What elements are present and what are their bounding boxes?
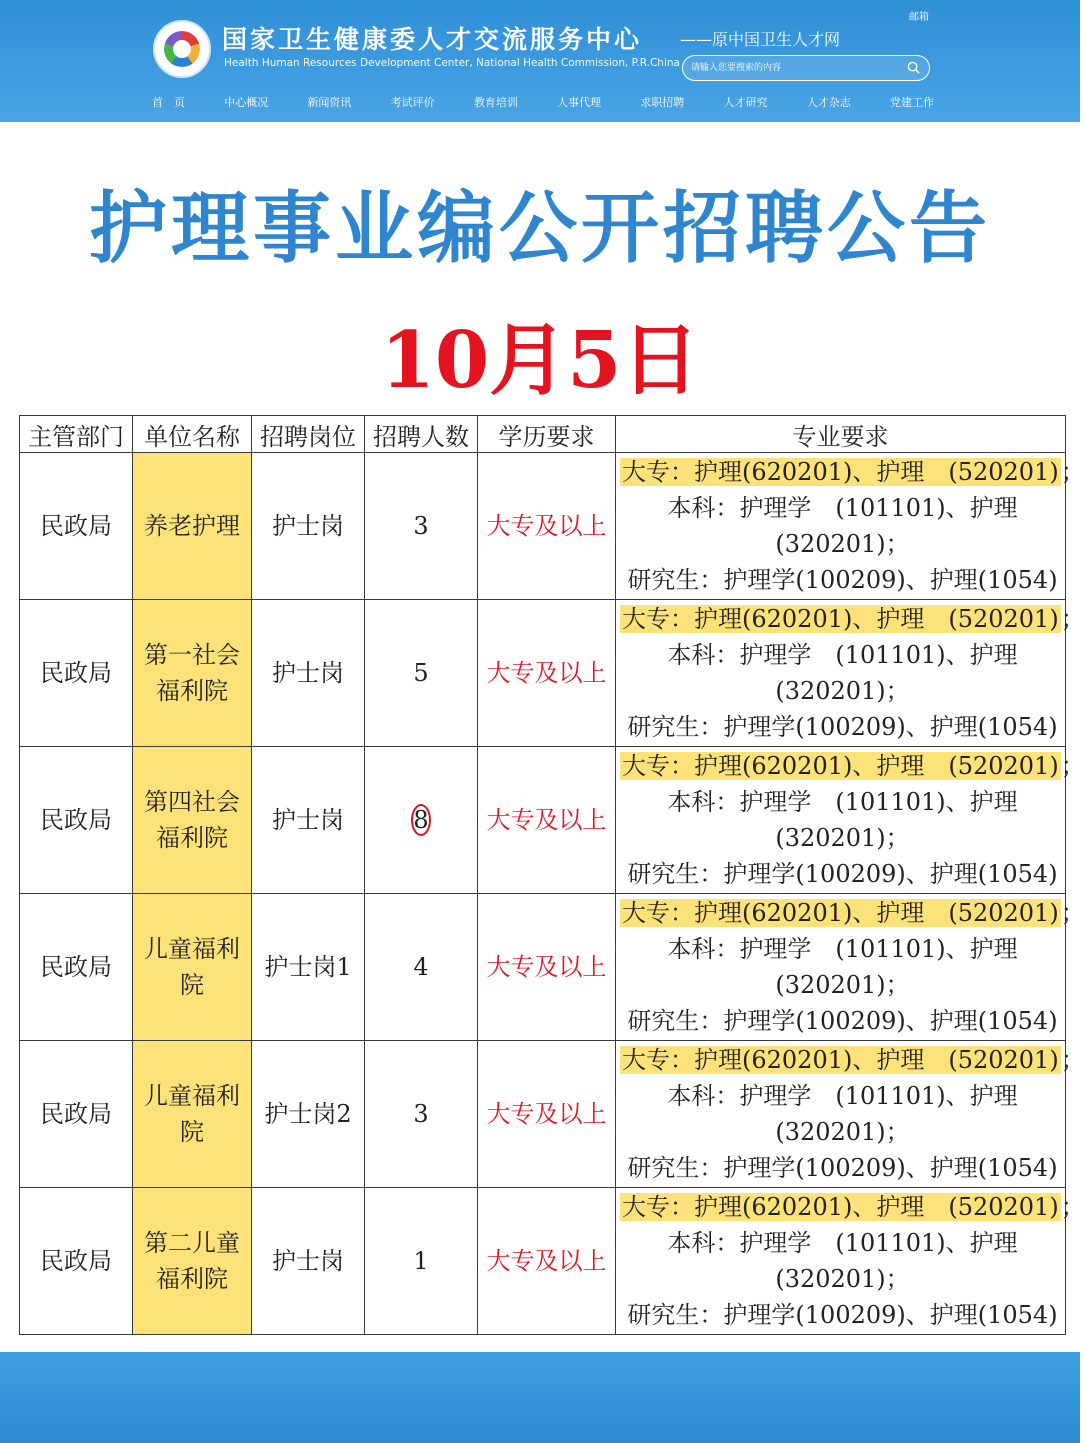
major-college-highlight: 大专：护理(620201)、护理 (520201) (622, 1046, 1059, 1074)
unit-cell: 儿童福利院 (133, 894, 252, 1041)
unit-cell: 养老护理 (133, 453, 252, 600)
announcement-date: 10月5日 (380, 315, 700, 406)
major-line-bachelor: 本科：护理学 (101101)、护理 (667, 1229, 1018, 1257)
unit-cell: 儿童福利院 (133, 1041, 252, 1188)
nav-item-party[interactable]: 党建工作 (889, 96, 934, 109)
major-line-bachelor-cont: (320201)； (775, 1265, 910, 1293)
dept-cell: 民政局 (20, 1188, 133, 1335)
nav-item-magazine[interactable]: 人才杂志 (806, 96, 851, 109)
table-row (20, 747, 1066, 894)
count-cell (365, 453, 478, 600)
major-line-graduate: 研究生：护理学(100209)、护理(1054) (627, 1007, 1058, 1035)
major-line-bachelor: 本科：护理学 (101101)、护理 (667, 788, 1018, 816)
major-line-bachelor-cont: (320201)； (775, 1118, 910, 1146)
nav-item-home[interactable]: 首 页 (152, 96, 185, 109)
header-count: 招聘人数 (365, 416, 478, 453)
dept-cell: 民政局 (20, 1041, 133, 1188)
count-cell (365, 747, 478, 894)
count-value: 5 (413, 659, 429, 687)
major-college-highlight: 大专：护理(620201)、护理 (520201) (622, 752, 1059, 780)
major-separator: ； (1060, 458, 1085, 486)
major-line-college (620, 748, 1085, 784)
post-cell: 护士岗2 (252, 1041, 365, 1188)
major-line-college (620, 454, 1085, 490)
footer-band (0, 1352, 1080, 1443)
nav-item-exams[interactable]: 考试评价 (390, 96, 435, 109)
major-line-graduate: 研究生：护理学(100209)、护理(1054) (627, 1301, 1058, 1329)
table-row (20, 453, 1066, 600)
major-line-bachelor-cont: (320201)； (775, 677, 910, 705)
table-header-row (20, 416, 1066, 453)
nav-item-about[interactable]: 中心概况 (224, 96, 269, 109)
search-icon[interactable] (907, 61, 920, 74)
major-line-college (620, 601, 1085, 637)
major-separator: ； (1060, 1046, 1085, 1074)
edu-cell: 大专及以上 (478, 600, 616, 747)
post-cell: 护士岗1 (252, 894, 365, 1041)
header-post: 招聘岗位 (252, 416, 365, 453)
count-value: 4 (413, 953, 429, 981)
major-college-highlight: 大专：护理(620201)、护理 (520201) (622, 605, 1059, 633)
major-line-bachelor: 本科：护理学 (101101)、护理 (667, 1082, 1018, 1110)
table-row (20, 1041, 1066, 1188)
major-line-college (620, 1189, 1085, 1225)
major-separator: ； (1060, 605, 1085, 633)
count-value: 3 (413, 1100, 429, 1128)
major-line-college (620, 1042, 1085, 1078)
nav-item-training[interactable]: 教育培训 (473, 96, 518, 109)
major-college-highlight: 大专：护理(620201)、护理 (520201) (622, 458, 1059, 486)
major-line-graduate: 研究生：护理学(100209)、护理(1054) (627, 713, 1058, 741)
nav-item-news[interactable]: 新闻资讯 (307, 96, 352, 109)
search-input[interactable] (691, 60, 901, 76)
logo-emblem-icon (164, 31, 200, 67)
header-edu: 学历要求 (478, 416, 616, 453)
mail-link[interactable]: 邮箱 (909, 12, 929, 23)
major-separator: ； (1060, 899, 1085, 927)
major-line-bachelor: 本科：护理学 (101101)、护理 (667, 935, 1018, 963)
header-unit: 单位名称 (133, 416, 252, 453)
count-cell (365, 1041, 478, 1188)
org-logo[interactable] (153, 20, 211, 78)
major-line-bachelor: 本科：护理学 (101101)、护理 (667, 641, 1018, 669)
org-name-en: Health Human Resources Development Center, National Health Commission, P.R.China (224, 57, 680, 69)
unit-cell: 第一社会福利院 (133, 600, 252, 747)
edu-cell: 大专及以上 (478, 1188, 616, 1335)
major-separator: ； (1060, 1193, 1085, 1221)
nav-item-hr-agency[interactable]: 人事代理 (557, 96, 602, 109)
count-value: 1 (413, 1247, 429, 1275)
header-major: 专业要求 (616, 416, 1066, 453)
major-cell (616, 1041, 1085, 1188)
major-cell (616, 894, 1085, 1041)
post-cell: 护士岗 (252, 1188, 365, 1335)
table-row (20, 1188, 1066, 1335)
site-header (0, 0, 1080, 122)
count-value: 3 (413, 512, 429, 540)
count-cell (365, 600, 478, 747)
count-value-circled: 8 (411, 804, 431, 836)
edu-cell: 大专及以上 (478, 1041, 616, 1188)
table-row (20, 894, 1066, 1041)
major-cell (616, 600, 1085, 747)
dept-cell: 民政局 (20, 600, 133, 747)
major-line-graduate: 研究生：护理学(100209)、护理(1054) (627, 566, 1058, 594)
edu-cell: 大专及以上 (478, 747, 616, 894)
major-separator: ； (1060, 752, 1085, 780)
nav-item-research[interactable]: 人才研究 (723, 96, 768, 109)
major-line-graduate: 研究生：护理学(100209)、护理(1054) (627, 860, 1058, 888)
main-nav (148, 92, 938, 114)
table-row (20, 600, 1066, 747)
dept-cell: 民政局 (20, 894, 133, 1041)
search-box[interactable] (682, 55, 930, 81)
major-cell (616, 1188, 1085, 1335)
major-line-bachelor-cont: (320201)； (775, 824, 910, 852)
major-line-bachelor: 本科：护理学 (101101)、护理 (667, 494, 1018, 522)
announcement-title: 护理事业编公开招聘公告 (88, 184, 991, 274)
unit-cell: 第四社会福利院 (133, 747, 252, 894)
major-college-highlight: 大专：护理(620201)、护理 (520201) (622, 899, 1059, 927)
major-line-college (620, 895, 1085, 931)
major-college-highlight: 大专：护理(620201)、护理 (520201) (622, 1193, 1059, 1221)
major-line-bachelor-cont: (320201)； (775, 971, 910, 999)
count-cell (365, 894, 478, 1041)
post-cell: 护士岗 (252, 600, 365, 747)
recruitment-table (19, 415, 1085, 1335)
dept-cell: 民政局 (20, 453, 133, 600)
table-body (20, 453, 1085, 1335)
edu-cell: 大专及以上 (478, 894, 616, 1041)
major-cell (616, 453, 1085, 600)
major-cell (616, 747, 1085, 894)
post-cell: 护士岗 (252, 747, 365, 894)
major-line-graduate: 研究生：护理学(100209)、护理(1054) (627, 1154, 1058, 1182)
major-line-bachelor-cont: (320201)； (775, 530, 910, 558)
header-dept: 主管部门 (20, 416, 133, 453)
unit-cell: 第二儿童福利院 (133, 1188, 252, 1335)
org-former-name: ——原中国卫生人才网 (680, 30, 841, 49)
edu-cell: 大专及以上 (478, 453, 616, 600)
org-name: 国家卫生健康委人才交流服务中心 (222, 25, 643, 54)
nav-item-jobs[interactable]: 求职招聘 (640, 96, 685, 109)
dept-cell: 民政局 (20, 747, 133, 894)
count-cell (365, 1188, 478, 1335)
post-cell: 护士岗 (252, 453, 365, 600)
